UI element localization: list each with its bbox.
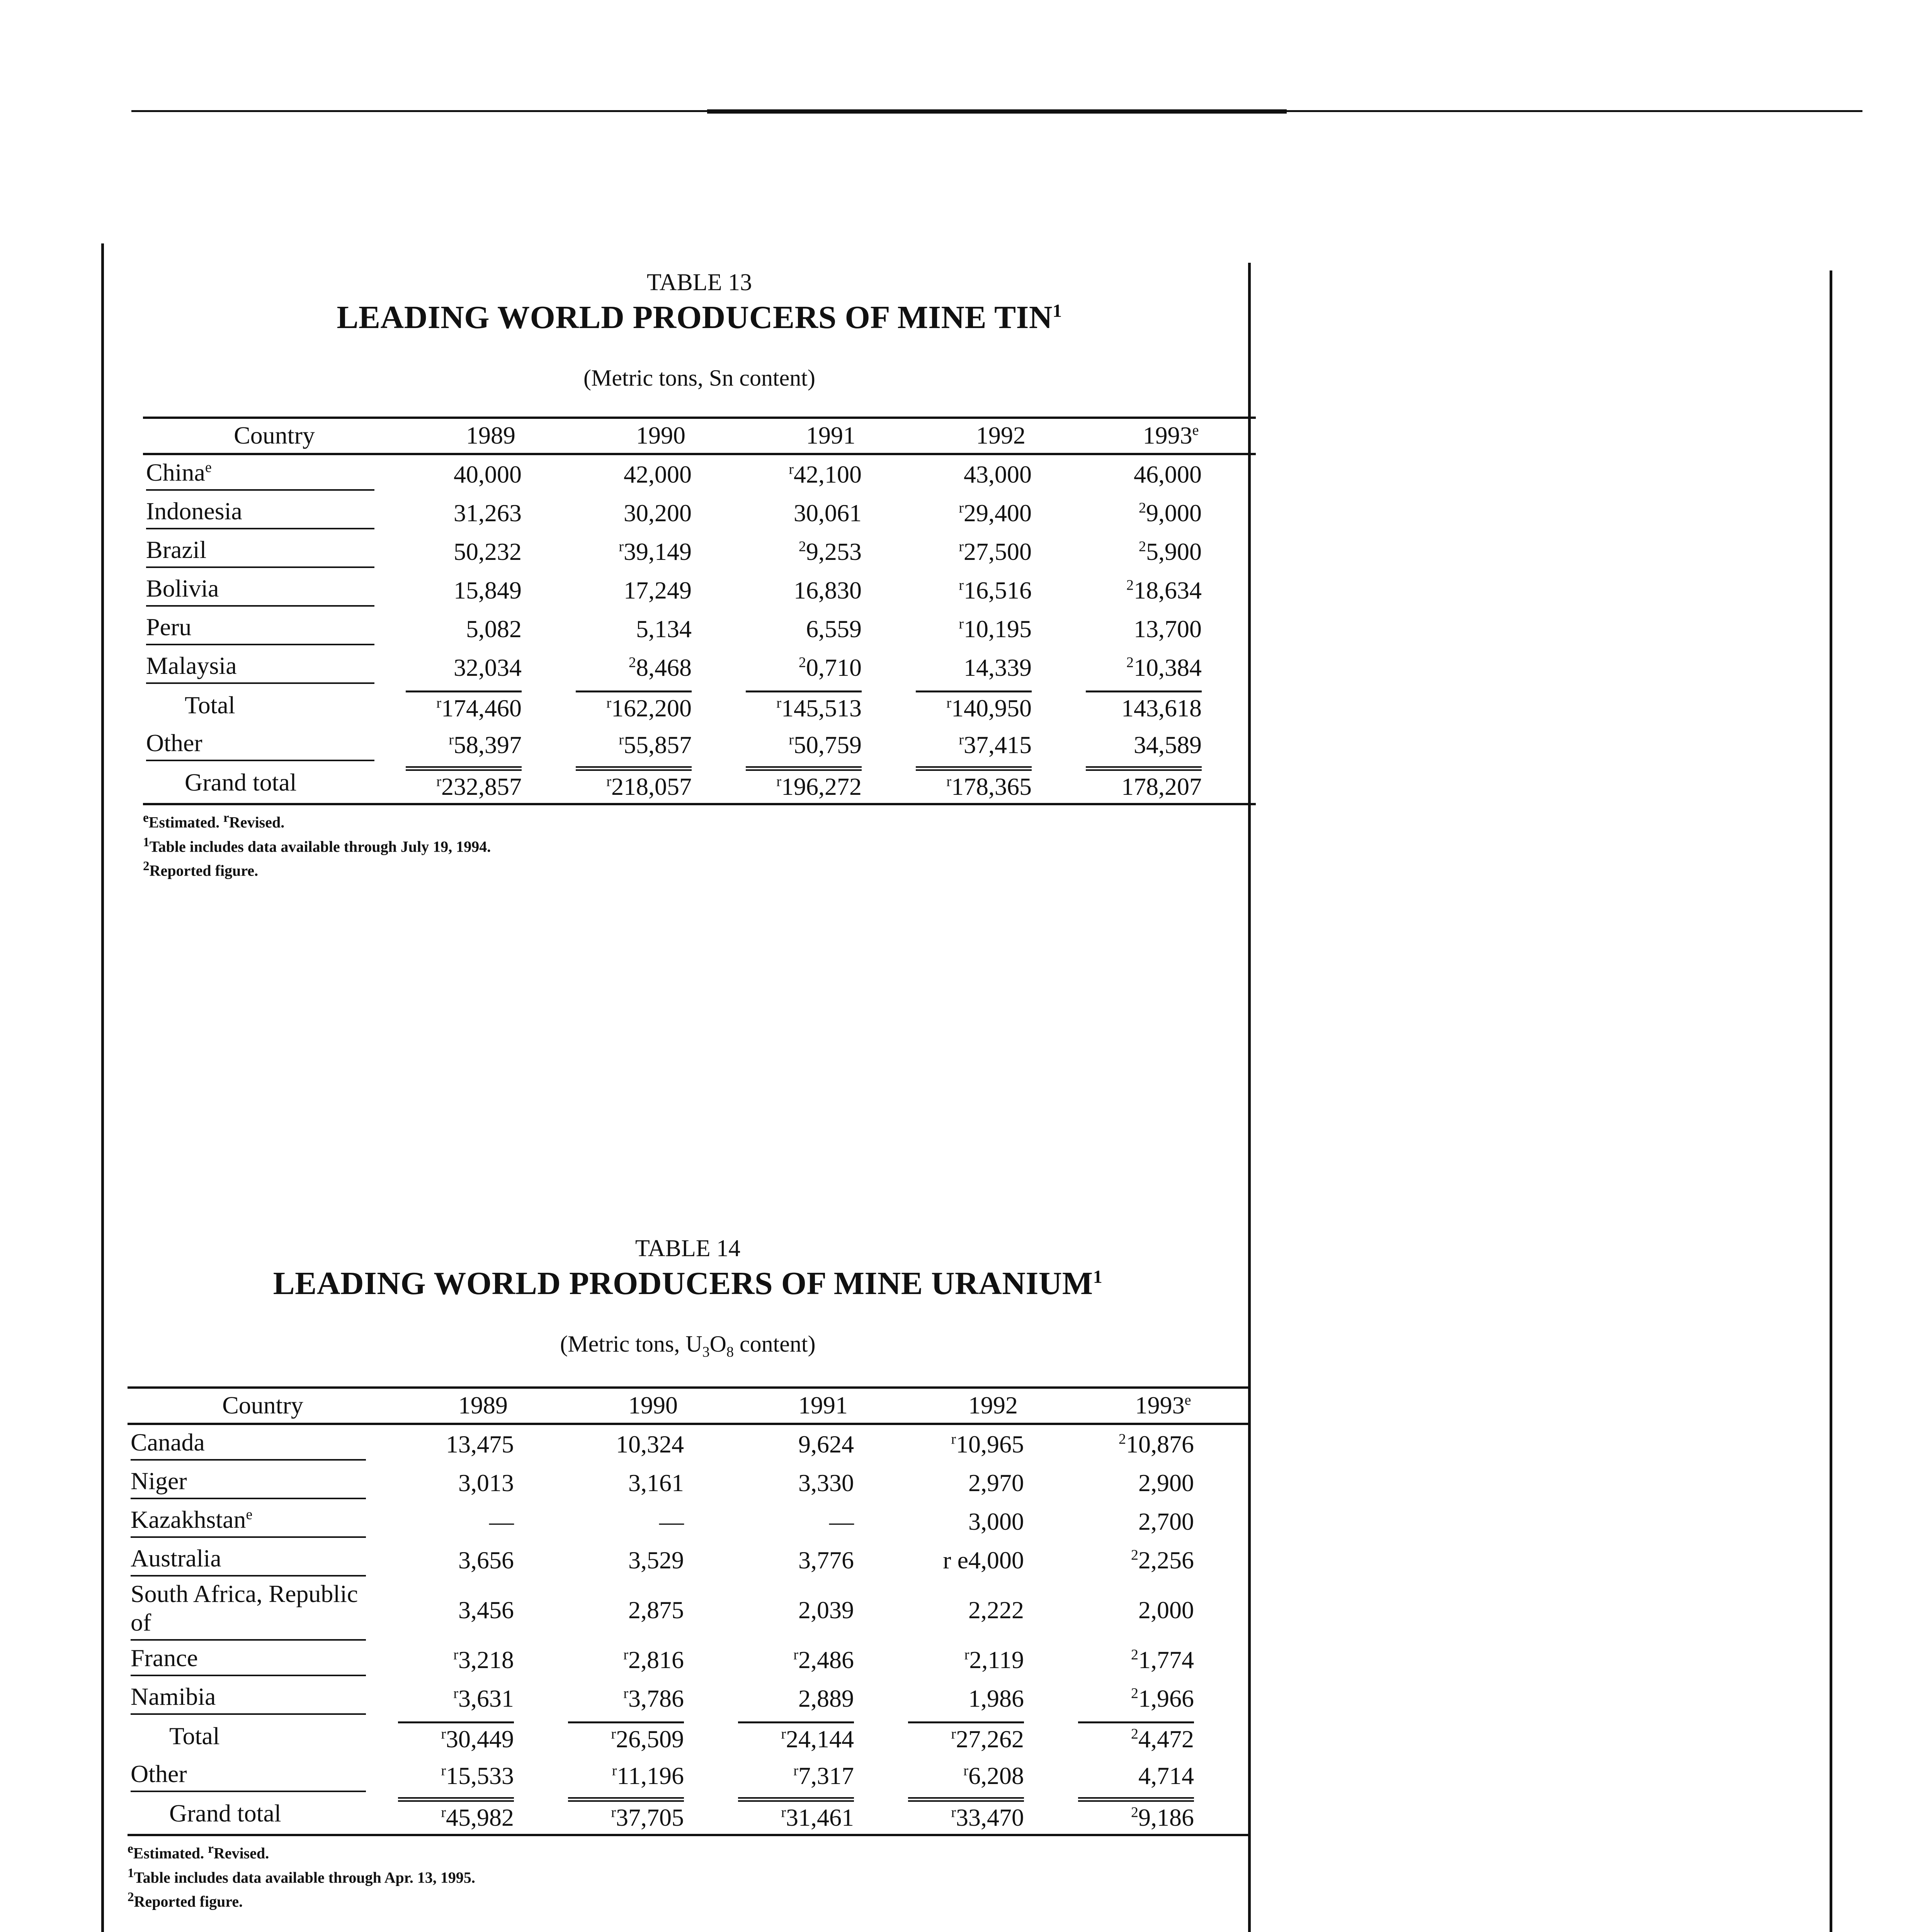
col-header-1992: 1992	[916, 418, 1086, 454]
value-cell: 5,134	[636, 615, 692, 643]
footnote-marker: 2	[1131, 1804, 1138, 1821]
value-cell: 2,970	[968, 1469, 1024, 1497]
value-cell: $^r$55,857	[619, 731, 692, 759]
value-cell: 5,082	[466, 615, 522, 643]
value-cell: $^2$9,000	[1139, 499, 1202, 527]
value-cell: 30,200	[624, 499, 692, 527]
footnote-marker: r	[436, 695, 441, 711]
col-header-1989: 1989	[398, 1388, 568, 1424]
footnote-marker: r	[781, 1726, 786, 1742]
footnote-marker: r	[951, 1726, 956, 1742]
col-header-1993: 1993e	[1078, 1388, 1248, 1424]
footnote-marker: r	[611, 1804, 616, 1821]
table-row	[143, 610, 1256, 648]
value-cell: 13,700	[1134, 615, 1202, 643]
value-cell: $^r$7,317	[793, 1762, 854, 1790]
col-header-1989: 1989	[406, 418, 576, 454]
value-cell: $^r$16,516	[959, 577, 1032, 604]
value-cell: $^r$3,631	[453, 1685, 514, 1713]
footnote-marker: r	[606, 774, 611, 790]
footnote-marker: 2	[1139, 539, 1146, 555]
value-cell: $^r$33,470	[908, 1795, 1078, 1835]
footnote-marker: r	[951, 1804, 956, 1821]
value-cell: $^r$26,509	[568, 1718, 738, 1757]
country-cell: Total	[169, 1722, 220, 1750]
table-row	[143, 571, 1256, 610]
table-14-footnotes	[128, 1840, 1248, 1912]
value-cell: $^r$3,786	[623, 1685, 684, 1713]
footnote-marker: r	[453, 1685, 458, 1702]
table-14-grid	[128, 1386, 1248, 1836]
footnote-line: $^1$Table includes data available through Apr. 13, 1995.	[128, 1866, 475, 1886]
value-cell: 31,263	[454, 499, 522, 527]
value-cell: $^r$10,965	[951, 1430, 1024, 1458]
footnote-marker: r	[959, 500, 964, 517]
footnote-marker: r	[436, 774, 441, 790]
footnote-marker: 2	[1126, 577, 1134, 594]
value-cell: 50,232	[454, 538, 522, 566]
table-13-number: TABLE 13	[646, 269, 752, 296]
footnote-marker: r	[612, 1763, 617, 1779]
value-cell: $^2$18,634	[1126, 577, 1202, 604]
value-cell: 10,324	[616, 1430, 684, 1458]
footnote-line: $^1$Table includes data available through July 19, 1994.	[143, 835, 491, 855]
footnote-marker: r	[611, 1726, 616, 1742]
table-13-units: (Metric tons, Sn content)	[583, 365, 815, 391]
table-14-units: (Metric tons, $U_3O_8$ content)	[560, 1331, 816, 1361]
footnote-marker: 2	[1131, 1685, 1138, 1702]
footnote-marker: r	[223, 811, 229, 825]
table-14-body	[128, 1424, 1248, 1835]
value-cell: $^2$1,774	[1131, 1646, 1194, 1674]
value-cell: 2,039	[798, 1596, 854, 1624]
value-cell: $^2$9,253	[799, 538, 862, 566]
table-13-header-row	[143, 418, 1256, 454]
footnote-marker: r	[959, 539, 964, 555]
footnote-marker: r	[441, 1763, 446, 1779]
country-cell: France	[128, 1641, 398, 1679]
country-cell: China$^e$	[143, 454, 406, 494]
footnote-marker: r	[441, 1804, 446, 1821]
footnote-marker: r	[449, 732, 454, 748]
table-13	[143, 270, 1256, 881]
value-cell: $^r$196,272	[746, 764, 916, 804]
col-header-1990: 1990	[568, 1388, 738, 1424]
footnote-marker: e	[143, 811, 149, 825]
value-cell: 46,000	[1134, 461, 1202, 488]
footnote-marker: r	[789, 732, 794, 748]
footnote-marker: r	[776, 774, 781, 790]
country-cell: Other	[128, 1757, 398, 1795]
country-cell: Grand total	[128, 1795, 398, 1835]
table-row	[128, 1679, 1248, 1718]
value-cell: 40,000	[454, 461, 522, 488]
footnote-marker: 2	[128, 1890, 134, 1905]
footnote-marker: 2	[799, 655, 806, 671]
footnote-marker: 2	[143, 859, 150, 874]
footnote-marker: 2	[1131, 1726, 1138, 1742]
value-cell: 2,000	[1138, 1596, 1194, 1624]
value-cell: $^2$5,900	[1139, 538, 1202, 566]
value-cell: $^r$2,486	[793, 1646, 854, 1674]
value-cell: $^2$10,876	[1119, 1430, 1194, 1458]
col-header-1991: 1991	[738, 1388, 908, 1424]
value-cell: $^2$10,384	[1126, 654, 1202, 682]
right-column-rule	[1830, 270, 1832, 1932]
value-cell: —	[829, 1508, 854, 1536]
left-column-rule	[101, 243, 104, 1932]
footnote-marker: r	[619, 732, 624, 748]
footnote-marker: 2	[799, 539, 806, 555]
country-cell: Bolivia	[143, 571, 406, 610]
footnote-marker: 2	[1139, 500, 1146, 517]
col-header-1991: 1991	[746, 418, 916, 454]
value-cell: 42,000	[624, 461, 692, 488]
col-header-1990: 1990	[576, 418, 746, 454]
footnote-marker: 2	[629, 655, 636, 671]
value-cell: 43,000	[964, 461, 1032, 488]
footnote-marker: r	[453, 1647, 458, 1663]
value-cell: 6,559	[806, 615, 862, 643]
footnote-marker: r	[964, 1647, 969, 1663]
footnote-line: $^e$Estimated. $^r$Revised.	[143, 811, 285, 831]
value-cell: $^2$2,256	[1131, 1546, 1194, 1574]
value-cell: $^r$10,195	[959, 615, 1032, 643]
value-cell: $^r$140,950	[916, 687, 1086, 726]
value-cell: 3,456	[458, 1596, 514, 1624]
table-row	[143, 764, 1256, 804]
footnote-marker: r	[959, 732, 964, 748]
table-row	[128, 1718, 1248, 1757]
value-cell: $^r$50,759	[789, 731, 862, 759]
footnote-marker: 1	[143, 835, 150, 849]
value-cell: $^r$174,460	[406, 687, 576, 726]
footnote-marker: r	[951, 1431, 956, 1448]
value-cell: 14,339	[964, 654, 1032, 682]
country-cell: Namibia	[128, 1679, 398, 1718]
col-header-1993: 1993e	[1086, 418, 1256, 454]
value-cell: $^r$2,119	[964, 1646, 1024, 1674]
footnote-marker: e	[205, 459, 212, 476]
country-cell: Total	[185, 691, 235, 719]
footnote-marker: r	[623, 1685, 628, 1702]
value-cell: 3,656	[458, 1546, 514, 1574]
value-cell: $^r$24,144	[738, 1718, 908, 1757]
value-cell: 34,589	[1134, 731, 1202, 759]
value-cell: 15,849	[454, 577, 522, 604]
footnote-marker: r	[946, 774, 951, 790]
value-cell: $^r$58,397	[449, 731, 522, 759]
value-cell: 4,714	[1138, 1762, 1194, 1790]
value-cell: —	[659, 1508, 684, 1536]
value-cell: $^r$11,196	[612, 1762, 684, 1790]
footnote-marker: 2	[1131, 1647, 1138, 1663]
value-cell: 2,900	[1138, 1469, 1194, 1497]
value-cell: $^r$29,400	[959, 499, 1032, 527]
value-cell: $^r$218,057	[576, 764, 746, 804]
value-cell: 3,161	[628, 1469, 684, 1497]
value-cell: $^r$31,461	[738, 1795, 908, 1835]
value-cell: $^r$39,149	[619, 538, 692, 566]
table-row	[143, 532, 1256, 571]
value-cell: r e4,000	[943, 1546, 1024, 1574]
value-cell: $^r$162,200	[576, 687, 746, 726]
country-cell: Brazil	[143, 532, 406, 571]
table-13-title: LEADING WORLD PRODUCERS OF MINE TIN$^1$	[337, 299, 1062, 335]
table-row	[143, 726, 1256, 764]
value-cell: 3,776	[798, 1546, 854, 1574]
value-cell: $^r$2,816	[623, 1646, 684, 1674]
value-cell: $^r$3,218	[453, 1646, 514, 1674]
footnote-marker: r	[959, 616, 964, 633]
col-header-country: Country	[143, 418, 406, 454]
table-13-footnotes	[143, 809, 1256, 881]
footnote-marker: r	[623, 1647, 628, 1663]
value-cell: $^r$27,262	[908, 1718, 1078, 1757]
table-row	[128, 1795, 1248, 1835]
footnote-marker: r	[793, 1647, 798, 1663]
value-cell: 3,529	[628, 1546, 684, 1574]
table-14-number: TABLE 14	[635, 1235, 741, 1262]
table-row	[128, 1424, 1248, 1464]
value-cell: $^r$6,208	[963, 1762, 1024, 1790]
value-cell: 1,986	[968, 1685, 1024, 1713]
table-row	[128, 1464, 1248, 1502]
table-14	[128, 1236, 1248, 1912]
value-cell: 2,222	[968, 1596, 1024, 1624]
footnote-marker: r	[959, 577, 964, 594]
footnote-marker: r	[619, 539, 624, 555]
value-cell: —	[489, 1508, 514, 1536]
value-cell: 3,000	[968, 1508, 1024, 1536]
country-cell: Kazakhstan$^e$	[128, 1502, 398, 1541]
value-cell: $^2$0,710	[799, 654, 862, 682]
footnote-line: $^e$Estimated. $^r$Revised.	[128, 1842, 269, 1862]
footnote-marker: r	[789, 461, 794, 478]
table-14-header-row	[128, 1388, 1248, 1424]
footnote-marker: r	[606, 695, 611, 711]
value-cell: $^r$178,365	[916, 764, 1086, 804]
col-header-country: Country	[128, 1388, 398, 1424]
value-cell: $^r$145,513	[746, 687, 916, 726]
footnote-marker: r	[208, 1842, 214, 1856]
top-rule-thick	[707, 109, 1287, 114]
country-cell: South Africa, Republic of	[128, 1580, 398, 1641]
footnote-marker: r	[781, 1804, 786, 1821]
table-13-body	[143, 454, 1256, 804]
value-cell: $^r$45,982	[398, 1795, 568, 1835]
country-cell: Malaysia	[143, 648, 406, 687]
value-cell: 178,207	[1086, 764, 1256, 804]
value-cell: 16,830	[794, 577, 862, 604]
country-cell: Australia	[128, 1541, 398, 1580]
value-cell: $^r$37,705	[568, 1795, 738, 1835]
col-header-1992: 1992	[908, 1388, 1078, 1424]
country-cell: Other	[143, 726, 406, 764]
table-row	[128, 1541, 1248, 1580]
value-cell: 9,624	[798, 1430, 854, 1458]
value-cell: 3,330	[798, 1469, 854, 1497]
value-cell: 3,013	[458, 1469, 514, 1497]
value-cell: 2,889	[798, 1685, 854, 1713]
footnote-marker: 1	[128, 1866, 134, 1880]
table-row	[128, 1580, 1248, 1641]
value-cell: 32,034	[454, 654, 522, 682]
footnote-marker: r	[963, 1763, 968, 1779]
footnote-marker: e	[246, 1507, 253, 1523]
value-cell: $^2$9,186	[1078, 1795, 1248, 1835]
footnote-marker: 2	[1119, 1431, 1126, 1448]
value-cell: $^r$37,415	[959, 731, 1032, 759]
table-row	[128, 1757, 1248, 1795]
table-row	[143, 454, 1256, 494]
value-cell: 2,700	[1138, 1508, 1194, 1536]
country-cell: Indonesia	[143, 494, 406, 532]
value-cell: $^2$8,468	[629, 654, 692, 682]
value-cell: 30,061	[794, 499, 862, 527]
value-cell: $^r$232,857	[406, 764, 576, 804]
table-row	[143, 494, 1256, 532]
footnote-line: $^2$Reported figure.	[128, 1890, 243, 1910]
value-cell: $^r$42,100	[789, 461, 862, 488]
value-cell: $^r$30,449	[398, 1718, 568, 1757]
table-13-grid	[143, 417, 1256, 805]
country-cell: Grand total	[143, 764, 406, 804]
table-row	[128, 1641, 1248, 1679]
value-cell: $^2$4,472	[1078, 1718, 1248, 1757]
value-cell: 2,875	[628, 1596, 684, 1624]
value-cell: 143,618	[1086, 687, 1256, 726]
footnote-marker: 2	[1131, 1547, 1138, 1564]
value-cell: 17,249	[624, 577, 692, 604]
footnote-marker: r	[946, 695, 951, 711]
value-cell: $^2$1,966	[1131, 1685, 1194, 1713]
footnote-line: $^2$Reported figure.	[143, 859, 259, 879]
footnote-marker: r	[441, 1726, 446, 1742]
country-cell: Niger	[128, 1464, 398, 1502]
country-cell: Canada	[128, 1424, 398, 1464]
value-cell: 13,475	[446, 1430, 514, 1458]
footnote-marker: r	[793, 1763, 798, 1779]
footnote-marker: r	[776, 695, 781, 711]
table-14-title: LEADING WORLD PRODUCERS OF MINE URANIUM$^1$	[273, 1265, 1103, 1301]
country-cell: Peru	[143, 610, 406, 648]
value-cell: $^r$27,500	[959, 538, 1032, 566]
footnote-marker: 2	[1126, 655, 1134, 671]
value-cell: $^r$15,533	[441, 1762, 514, 1790]
table-row	[128, 1502, 1248, 1541]
table-row	[143, 648, 1256, 687]
table-row	[143, 687, 1256, 726]
footnote-marker: e	[128, 1842, 133, 1856]
